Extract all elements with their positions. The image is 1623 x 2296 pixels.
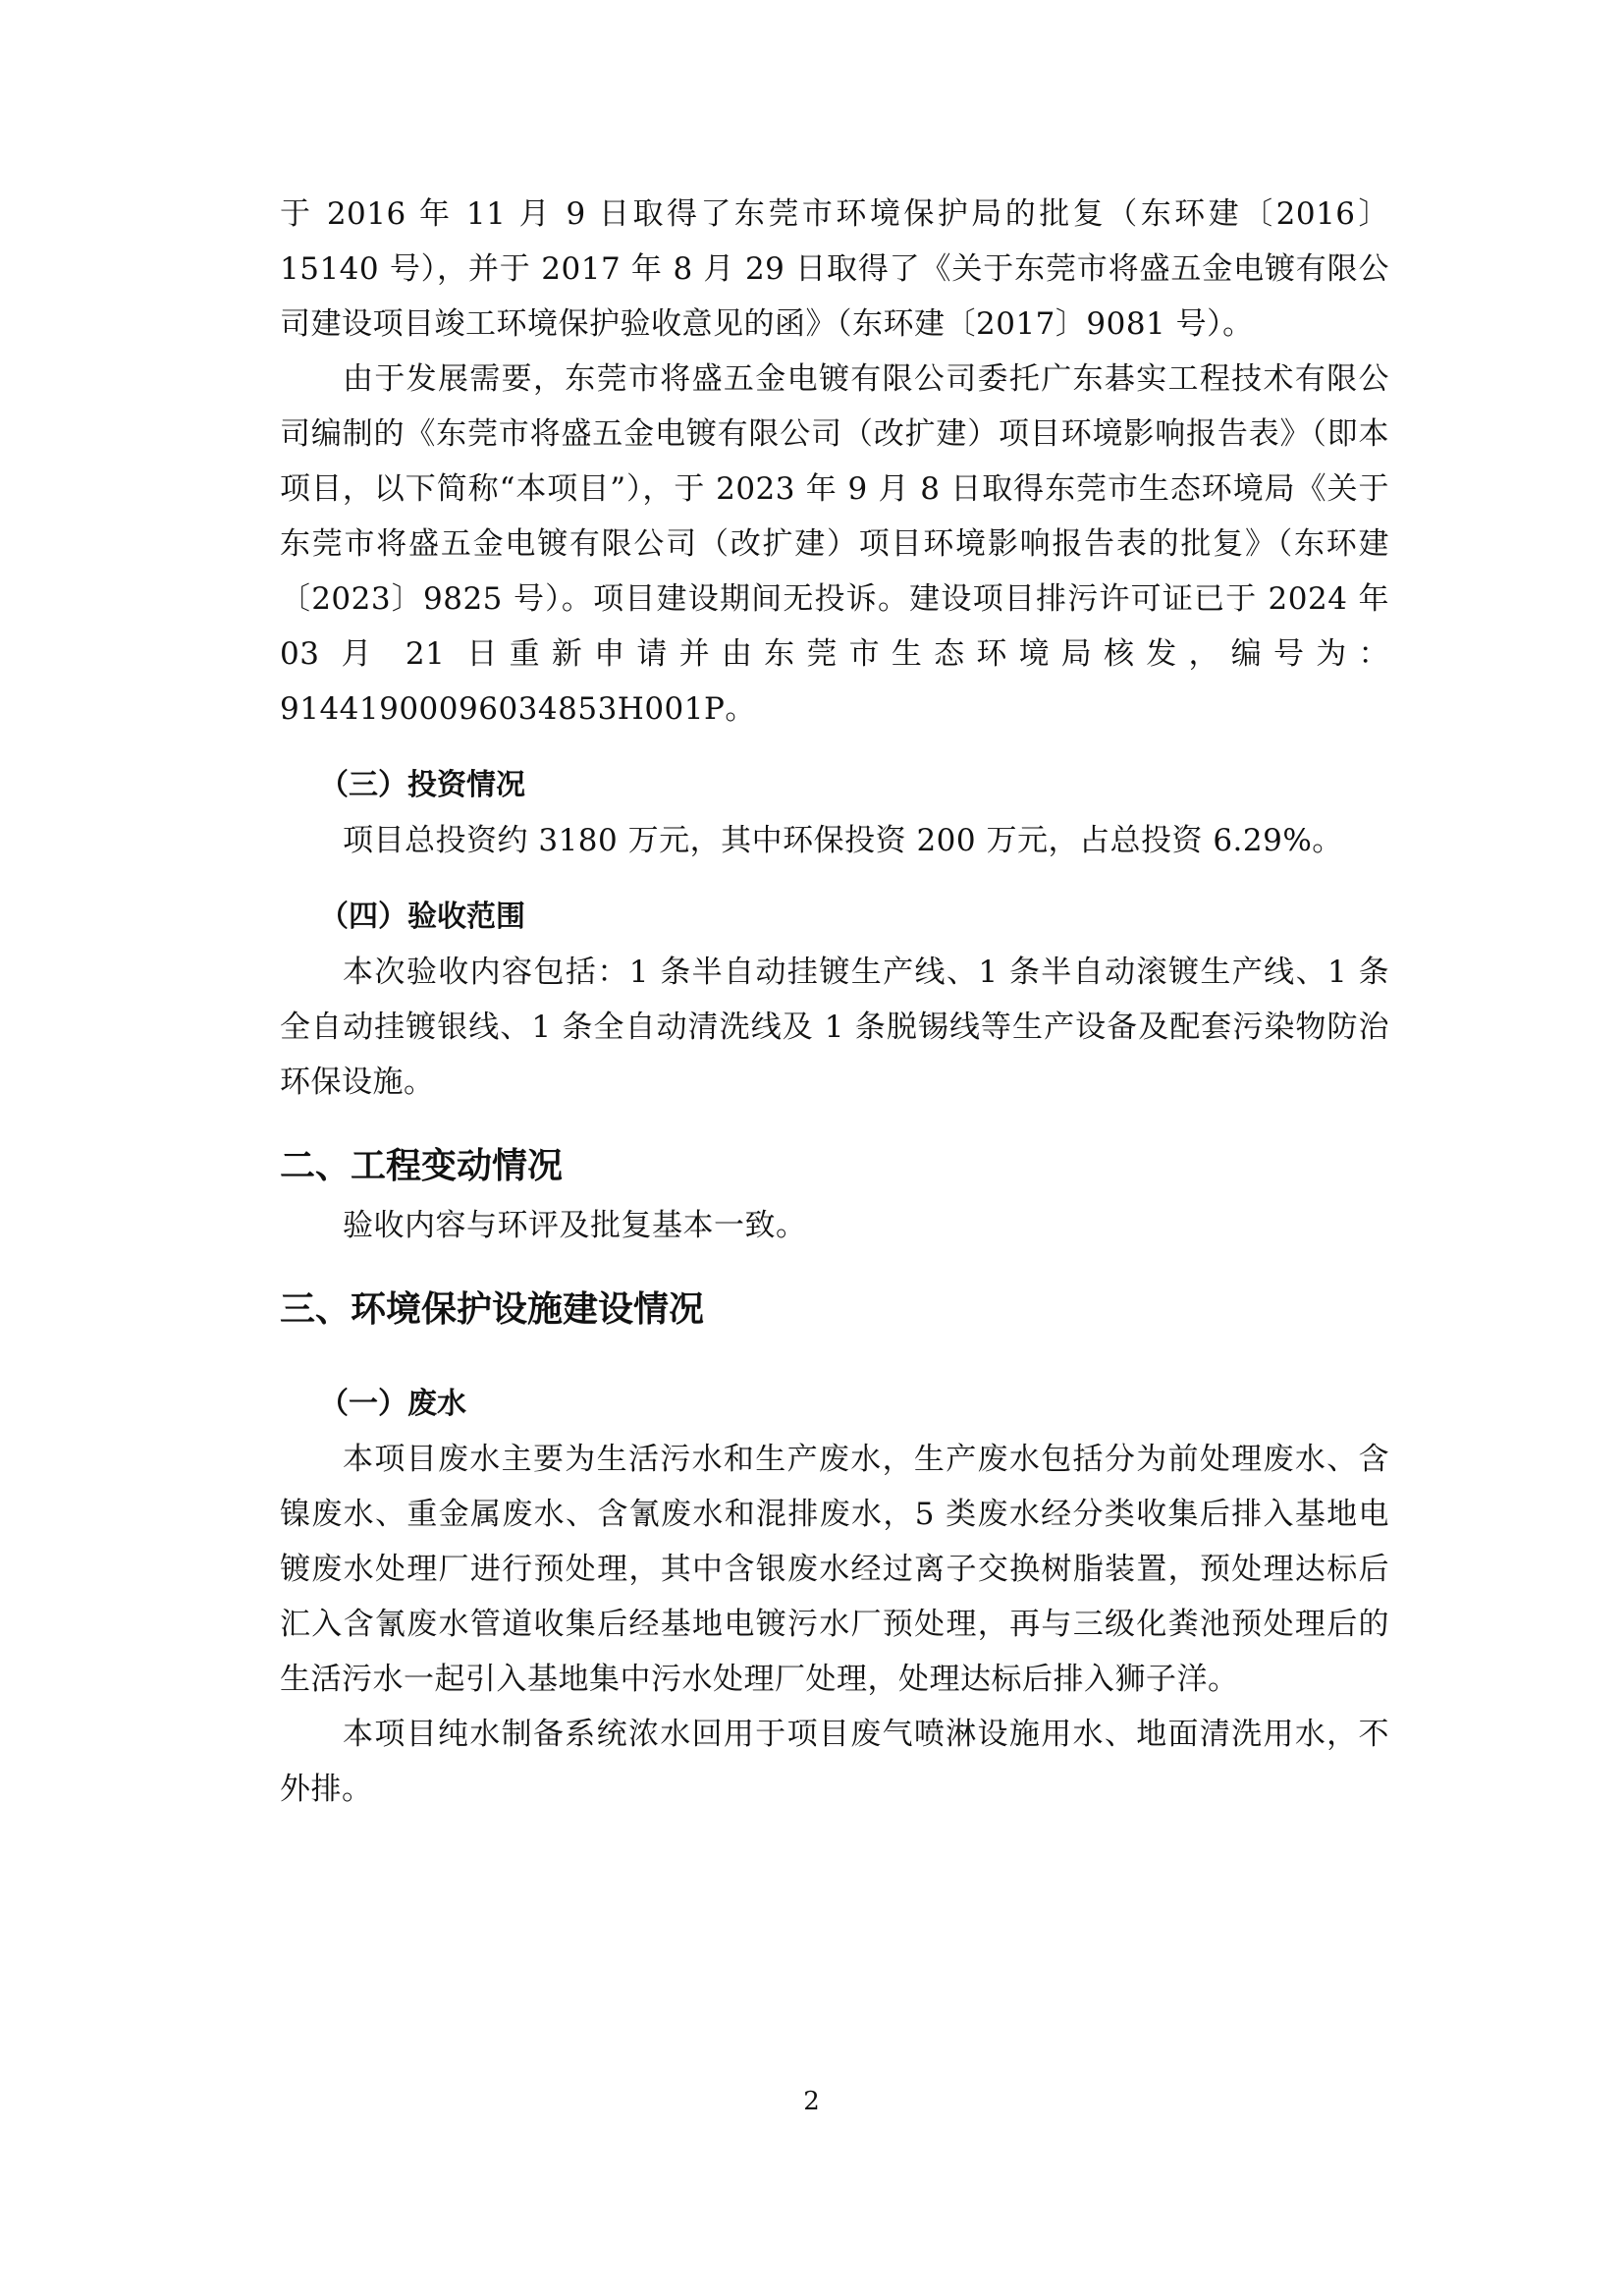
paragraph-acceptance-scope: 本次验收内容包括：1 条半自动挂镀生产线、1 条半自动滚镀生产线、1 条全自动挂镀银线、1 条全自动清洗线及 1 条脱锡线等生产设备及配套污染物防治环保设施。	[280, 955, 1389, 1100]
heading-wastewater: （一）废水	[319, 1387, 466, 1421]
heading-environmental-facilities: 三、环境保护设施建设情况	[280, 1289, 705, 1330]
paragraph-approval-history: 于 2016 年 11 月 9 日取得了东莞市环境保护局的批复（东环建〔2016〕15140 号），并于 2017 年 8 月 29 日取得了《关于东莞市将盛五金电镀有限公司建设项目竣工环境保护验收意见的函》（东环建〔2017〕9081 号）。	[280, 196, 1389, 342]
page-number: 2	[803, 2087, 820, 2116]
heading-engineering-changes: 二、工程变动情况	[280, 1146, 564, 1186]
heading-investment: （三）投资情况	[319, 768, 525, 802]
page-content	[280, 187, 1389, 1817]
paragraph-expansion-background: 由于发展需要，东莞市将盛五金电镀有限公司委托广东碁实工程技术有限公司编制的《东莞市将盛五金电镀有限公司（改扩建）项目环境影响报告表》（即本项目，以下简称“本项目”），于 2023 年 9 月 8 日取得东莞市生态环境局《关于东莞市将盛五金电镀有限公司（改扩建）项目环境影响报告表的批复》（东环建〔2023〕9825 号）。项目建设期间无投诉。建设项目排污许可证已于 2024 年 03 月 21 日重新申请并由东莞市生态环境局核发，编号为：91441900096034853H001P。	[280, 361, 1389, 727]
heading-acceptance-scope: （四）验收范围	[319, 900, 525, 934]
paragraph-investment: 项目总投资约 3180 万元，其中环保投资 200 万元，占总投资 6.29%。	[343, 823, 1343, 858]
paragraph-wastewater-treatment: 本项目废水主要为生活污水和生产废水，生产废水包括分为前处理废水、含镍废水、重金属废水、含氰废水和混排废水，5 类废水经分类收集后排入基地电镀废水处理厂进行预处理，其中含银废水经过离子交换树脂装置，预处理达标后汇入含氰废水管道收集后经基地电镀污水厂预处理，再与三级化粪池预处理后的生活污水一起引入基地集中污水处理厂处理，处理达标后排入狮子洋。	[280, 1442, 1389, 1697]
paragraph-engineering-changes: 验收内容与环评及批复基本一致。	[343, 1208, 807, 1243]
paragraph-pure-water-reuse: 本项目纯水制备系统浓水回用于项目废气喷淋设施用水、地面清洗用水，不外排。	[280, 1717, 1389, 1807]
